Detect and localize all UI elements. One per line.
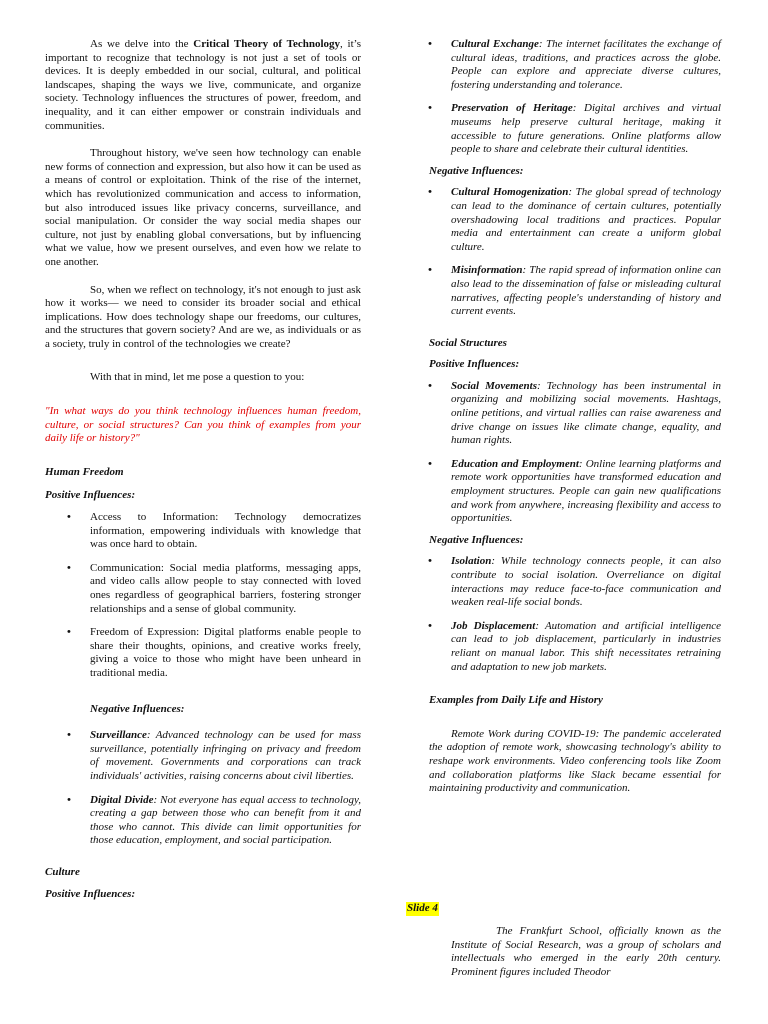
bullet-icon: •: [67, 626, 71, 639]
list-item-text: Freedom of Expression: Digital platforms enable people to share their thoughts, opinions, and creative works freely, giving a voice to those who might have been unheard in traditional media.: [90, 626, 361, 679]
list-item-text: Access to Information: Technology democratizes information, empowering individuals with knowledge that was once hard to obtain.: [90, 511, 361, 551]
right-column: [429, 38, 721, 796]
list-item: [67, 511, 361, 552]
list-item-text: : Digital archives and virtual museums help preserve cultural heritage, making it accessible to future generations. Online platforms allow people to share and celebrate their cultural identities.: [451, 102, 721, 156]
negative-influences-label: Negative Influences:: [429, 533, 524, 546]
list-item-term: Preservation of Heritage: [451, 102, 573, 115]
list-item-text: : The global spread of technology can lead to the dominance of certain cultures, potentially overshadowing local traditions and practices. Popular media and entertainment can create a uniform global culture.: [451, 186, 721, 253]
list-item: [428, 38, 721, 92]
list-item-text: : Online learning platforms and remote work opportunities have transformed education and employment structures. People can gain new qualifications and work from anywhere, increasing flexibility and access to opportunities.: [451, 457, 721, 525]
slide-label: Slide 4: [407, 902, 438, 914]
critical-theory-term: Critical Theory of Technology: [193, 38, 341, 50]
list-item: [67, 793, 361, 848]
bullet-icon: •: [67, 511, 71, 524]
list-item-term: Education and Employment: [451, 457, 579, 470]
intro-paragraph-1: [45, 38, 361, 133]
list-item-text: Communication: Social media platforms, messaging apps, and video calls allow people to stay connected with loved ones regardless of geographical barriers, fostering stronger relationships and a sense of global community.: [90, 561, 361, 615]
negative-influences-label: Negative Influences:: [429, 164, 524, 177]
section-title-culture: Culture: [45, 865, 80, 878]
list-item-text: : Advanced technology can be used for mass surveillance, potentially infringing on privacy and freedom of movement. Governments and corporations can track individuals' activities, raising concerns about civil liberties.: [90, 729, 361, 782]
list-item-term: Misinformation: [451, 264, 523, 277]
list-item-term: Job Displacement: [451, 619, 536, 632]
bullet-icon: •: [67, 561, 71, 574]
bullet-icon: •: [428, 264, 432, 277]
culture-negative-list: [429, 186, 721, 318]
bullet-icon: •: [428, 102, 432, 115]
bullet-icon: •: [67, 729, 71, 742]
positive-influences-label: Positive Influences:: [45, 489, 136, 502]
list-item-text: : The internet facilitates the exchange of cultural ideas, traditions, and practices across the globe. People can explore and appreciate diverse cultures, fostering understanding and tolerance.: [451, 38, 721, 91]
list-item-text: : Automation and artificial intelligence can lead to job displacement, particularly in industries reliant on manual labor. This shift necessitates retraining and adaptation to new job markets.: [451, 619, 722, 673]
bullet-icon: •: [428, 457, 432, 470]
culture-positive-list: [429, 38, 721, 157]
list-item-text: : Not everyone has equal access to technology, creating a gap between those who can benefit from it and those who cannot. This divide can limit opportunities for those education, employment, and social participation.: [90, 793, 361, 847]
positive-influences-label: Positive Influences:: [429, 358, 520, 371]
list-item-term: Cultural Exchange: [451, 38, 539, 50]
intro-text: , it’s important to recognize that technology is not just a set of tools or devices. It is deeply embedded in our social, cultural, and political landscapes, shaping the ways we live, communicate, and organize society. Technology influences the structures of power, freedom, and inequality, and it can either empower or constrain individuals and communities.: [45, 38, 361, 132]
list-item: [67, 626, 361, 680]
intro-paragraph-2: Throughout history, we've seen how technology can enable new forms of connection and expression, but also how it can be used as a means of control or exploitation. Think of the rise of the internet, which has revolutionized communication and access to information, but also introduced issues like privacy concerns, surveillance, and social manipulation. Or consider the way social media shapes our culture, not just by enabling global conversations, but by influencing what we value, how we present ourselves, and even how we relate to one another.: [45, 147, 361, 268]
list-item: [67, 729, 361, 783]
intro-text: As we delve into the: [90, 38, 194, 50]
bullet-icon: •: [428, 619, 432, 632]
left-column: [45, 38, 361, 901]
list-item: [428, 457, 721, 526]
list-item: [67, 561, 361, 616]
list-item-term: Surveillance: [90, 729, 147, 742]
list-item-text: : While technology connects people, it can also contribute to social isolation. Overreliance on digital interactions may reduce face-to-face communication and weaken real-life social bonds.: [451, 555, 721, 609]
list-item: [428, 555, 721, 609]
list-item: [428, 619, 722, 674]
bullet-icon: •: [428, 379, 432, 392]
examples-paragraph: Remote Work during COVID-19: The pandemic accelerated the adoption of remote work, showcasing technology's ability to reshape work environments. Video conferencing tools like Zoom and collaboration platforms like Slack became essential for maintaining productivity and communication.: [429, 727, 721, 795]
list-item: [428, 186, 721, 254]
list-item: [428, 379, 721, 448]
bullet-icon: •: [428, 186, 432, 199]
section-title-human-freedom: Human Freedom: [45, 465, 124, 478]
bullet-icon: •: [428, 38, 432, 50]
positive-influences-label: Positive Influences:: [45, 887, 136, 900]
section-title-examples: Examples from Daily Life and History: [429, 694, 603, 707]
human-freedom-positive-list: [45, 511, 361, 681]
human-freedom-negative-list: [45, 729, 361, 848]
list-item-term: Isolation: [451, 555, 492, 568]
negative-influences-label: Negative Influences:: [90, 702, 185, 715]
discussion-question: "In what ways do you think technology influences human freedom, culture, or social structures? Can you think of examples from your daily life or history?": [45, 405, 361, 445]
list-item: [428, 102, 721, 156]
list-item-term: Cultural Homogenization: [451, 186, 569, 199]
bullet-icon: •: [428, 555, 432, 568]
social-positive-list: [429, 380, 721, 526]
slide-paragraph: The Frankfurt School, officially known as the Institute of Social Research, was a group of scholars and intellectuals who emerged in the early 20th century. Prominent figures included Theodor: [451, 925, 721, 978]
list-item-term: Digital Divide: [90, 793, 154, 806]
intro-paragraph-4: With that in mind, let me pose a question to you:: [90, 371, 305, 384]
list-item-text: : Technology has been instrumental in organizing and mobilizing social movements. Hashtags, online petitions, and virtual rallies can raise awareness and drive change on issues like climate change, equality, and human rights.: [451, 379, 721, 447]
section-title-social-structures: Social Structures: [429, 336, 507, 349]
list-item: [428, 264, 721, 318]
intro-paragraph-3: So, when we reflect on technology, it's not enough to just ask how it works— we need to consider its broader social and ethical implications. How does technology shape our freedoms, our cultures, and the structures that govern society? And are we, as individuals or as a society, truly in control of the technologies we create?: [45, 283, 361, 350]
social-negative-list: [429, 555, 721, 674]
bullet-icon: •: [67, 793, 71, 806]
list-item-text: : The rapid spread of information online can also lead to the dissemination of false or misleading cultural narratives, affecting people's understanding of history and current events.: [451, 264, 721, 318]
list-item-term: Social Movements: [451, 379, 538, 392]
